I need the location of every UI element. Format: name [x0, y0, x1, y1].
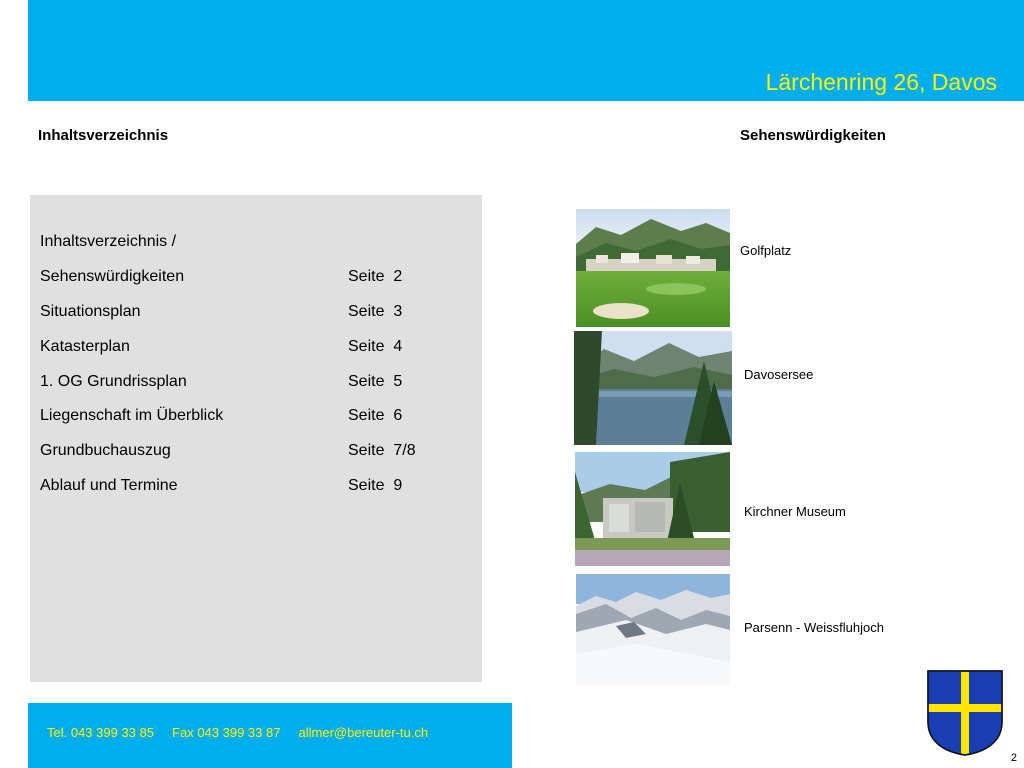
sight-caption: Parsenn - Weissfluhjoch [744, 620, 884, 635]
page-title: Lärchenring 26, Davos [765, 69, 997, 95]
sight-caption: Kirchner Museum [744, 504, 846, 519]
footer-band [28, 703, 512, 768]
footer-tel: Tel. 043 399 33 85 [47, 725, 154, 740]
lake-photo [574, 331, 732, 445]
toc-row [40, 231, 470, 253]
toc-page: Seite 2 [348, 268, 403, 285]
toc-label: Sehenswürdigkeiten [40, 268, 185, 285]
toc-label: 1. OG Grundrissplan [40, 373, 187, 390]
museum-photo [575, 452, 730, 566]
toc-row [40, 266, 470, 288]
footer-email[interactable]: allmer@bereuter-tu.ch [298, 725, 429, 740]
footer-contact [47, 725, 428, 740]
toc-panel [30, 195, 482, 682]
toc-row [40, 371, 470, 393]
toc-row [40, 405, 470, 427]
toc-page: Seite 3 [348, 303, 403, 320]
snow-mountains-photo [576, 574, 730, 686]
toc-row [40, 336, 470, 358]
sight-caption: Davosersee [744, 367, 814, 382]
toc-label: Liegenschaft im Überblick [40, 407, 224, 424]
toc-label: Katasterplan [40, 338, 130, 355]
toc-row [40, 475, 470, 497]
toc-row [40, 440, 470, 462]
golf-course-photo [576, 209, 730, 327]
footer-fax: Fax 043 399 33 87 [172, 725, 281, 740]
toc-label: Situationsplan [40, 303, 141, 320]
sight-caption: Golfplatz [740, 243, 792, 258]
toc-label: Inhaltsverzeichnis / [40, 233, 177, 250]
toc-page: Seite 4 [348, 338, 403, 355]
toc-heading: Inhaltsverzeichnis [38, 127, 169, 144]
toc-label: Grundbuchauszug [40, 442, 171, 459]
page-number: 2 [1010, 752, 1017, 764]
coat-of-arms-icon [927, 670, 1003, 756]
sights-heading: Sehenswürdigkeiten [740, 127, 886, 144]
toc-row [40, 301, 470, 323]
toc-page: Seite 7/8 [348, 442, 416, 459]
toc-page: Seite 9 [348, 477, 403, 494]
header-band [28, 0, 1024, 101]
toc-page: Seite 6 [348, 407, 403, 424]
toc-page: Seite 5 [348, 373, 403, 390]
toc-label: Ablauf und Termine [40, 477, 178, 494]
